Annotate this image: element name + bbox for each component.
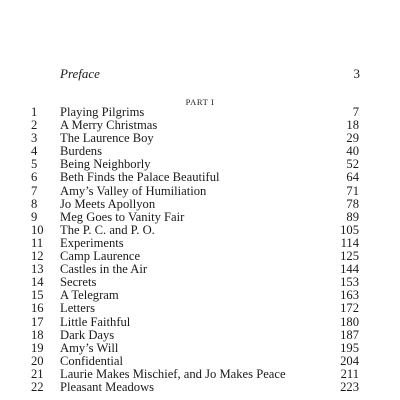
chapter-entry[interactable]: [0, 316, 400, 329]
chapter-page-number: 172: [340, 301, 359, 316]
chapter-entry[interactable]: [0, 211, 400, 224]
chapter-title: Secrets: [60, 275, 97, 290]
chapter-title: Letters: [60, 301, 95, 316]
chapter-entry[interactable]: [0, 368, 400, 381]
chapter-title: Amy’s Will: [60, 340, 119, 355]
chapter-number: 17: [31, 314, 44, 329]
chapter-page-number: 7: [352, 105, 359, 119]
chapter-number: 7: [31, 183, 38, 198]
chapter-number: 22: [31, 379, 44, 394]
chapter-number: 13: [31, 262, 44, 277]
chapter-title: Playing Pilgrims: [60, 105, 145, 119]
chapter-page-number: 211: [340, 366, 359, 381]
chapter-list: [0, 106, 400, 394]
chapter-title: Castles in the Air: [60, 262, 148, 277]
chapter-entry[interactable]: [0, 329, 400, 342]
chapter-title: A Merry Christmas: [60, 118, 158, 133]
chapter-entry[interactable]: [0, 224, 400, 237]
preface-page-number: 3: [353, 66, 360, 81]
chapter-page-number: 223: [340, 379, 359, 394]
chapter-page-number: 180: [340, 314, 359, 329]
preface-title: Preface: [60, 66, 100, 81]
chapter-title: Burdens: [60, 144, 102, 159]
chapter-title: Being Neighborly: [60, 157, 151, 172]
chapter-page-number: 78: [346, 196, 359, 211]
chapter-title: Jo Meets Apollyon: [60, 196, 156, 211]
chapter-title: Dark Days: [60, 327, 115, 342]
chapter-number: 19: [31, 340, 44, 355]
chapter-page-number: 52: [346, 157, 359, 172]
chapter-title: Amy’s Valley of Humiliation: [60, 183, 207, 198]
chapter-title: The Laurence Boy: [60, 131, 154, 146]
chapter-number: 21: [31, 366, 44, 381]
chapter-number: 3: [31, 131, 38, 146]
chapter-number: 2: [31, 118, 38, 133]
chapter-entry[interactable]: [0, 302, 400, 315]
chapter-page-number: 18: [346, 118, 359, 133]
chapter-number: 4: [31, 144, 38, 159]
chapter-number: 16: [31, 301, 44, 316]
chapter-page-number: 40: [346, 144, 359, 159]
chapter-title: A Telegram: [60, 288, 119, 303]
chapter-title: Experiments: [60, 235, 124, 250]
chapter-entry[interactable]: [0, 185, 400, 198]
chapter-page-number: 105: [340, 222, 359, 237]
chapter-title: Beth Finds the Palace Beautiful: [60, 170, 220, 185]
chapter-entry[interactable]: [0, 342, 400, 355]
chapter-entry[interactable]: [0, 355, 400, 368]
chapter-title: Laurie Makes Mischief, and Jo Makes Peace: [60, 366, 286, 381]
chapter-page-number: 64: [346, 170, 359, 185]
chapter-page-number: 187: [340, 327, 359, 342]
chapter-page-number: 125: [340, 249, 359, 264]
chapter-title: Camp Laurence: [60, 249, 141, 264]
chapter-title: Little Faithful: [60, 314, 131, 329]
chapter-page-number: 204: [340, 353, 359, 368]
chapter-number: 15: [31, 288, 44, 303]
chapter-page-number: 71: [346, 183, 359, 198]
chapter-number: 14: [31, 275, 44, 290]
chapter-number: 8: [31, 196, 38, 211]
chapter-title: Meg Goes to Vanity Fair: [60, 209, 185, 224]
chapter-page-number: 153: [340, 275, 359, 290]
chapter-page-number: 163: [340, 288, 359, 303]
chapter-number: 18: [31, 327, 44, 342]
chapter-entry[interactable]: [0, 198, 400, 211]
chapter-page-number: 89: [346, 209, 359, 224]
chapter-title: The P. C. and P. O.: [60, 222, 155, 237]
chapter-number: 1: [31, 105, 38, 119]
chapter-number: 20: [31, 353, 44, 368]
chapter-number: 5: [31, 157, 38, 172]
chapter-title: Confidential: [60, 353, 123, 368]
chapter-title: Pleasant Meadows: [60, 379, 155, 394]
chapter-page-number: 195: [340, 340, 359, 355]
chapter-entry[interactable]: [0, 381, 400, 394]
preface-entry[interactable]: [60, 66, 360, 82]
chapter-page-number: 114: [340, 235, 359, 250]
chapter-number: 9: [31, 209, 38, 224]
chapter-entry[interactable]: [0, 171, 400, 184]
part-heading: PART I: [185, 97, 215, 107]
chapter-number: 11: [31, 235, 44, 250]
chapter-number: 6: [31, 170, 38, 185]
chapter-number: 10: [31, 222, 44, 237]
chapter-page-number: 144: [340, 262, 359, 277]
chapter-number: 12: [31, 249, 44, 264]
chapter-page-number: 29: [346, 131, 359, 146]
